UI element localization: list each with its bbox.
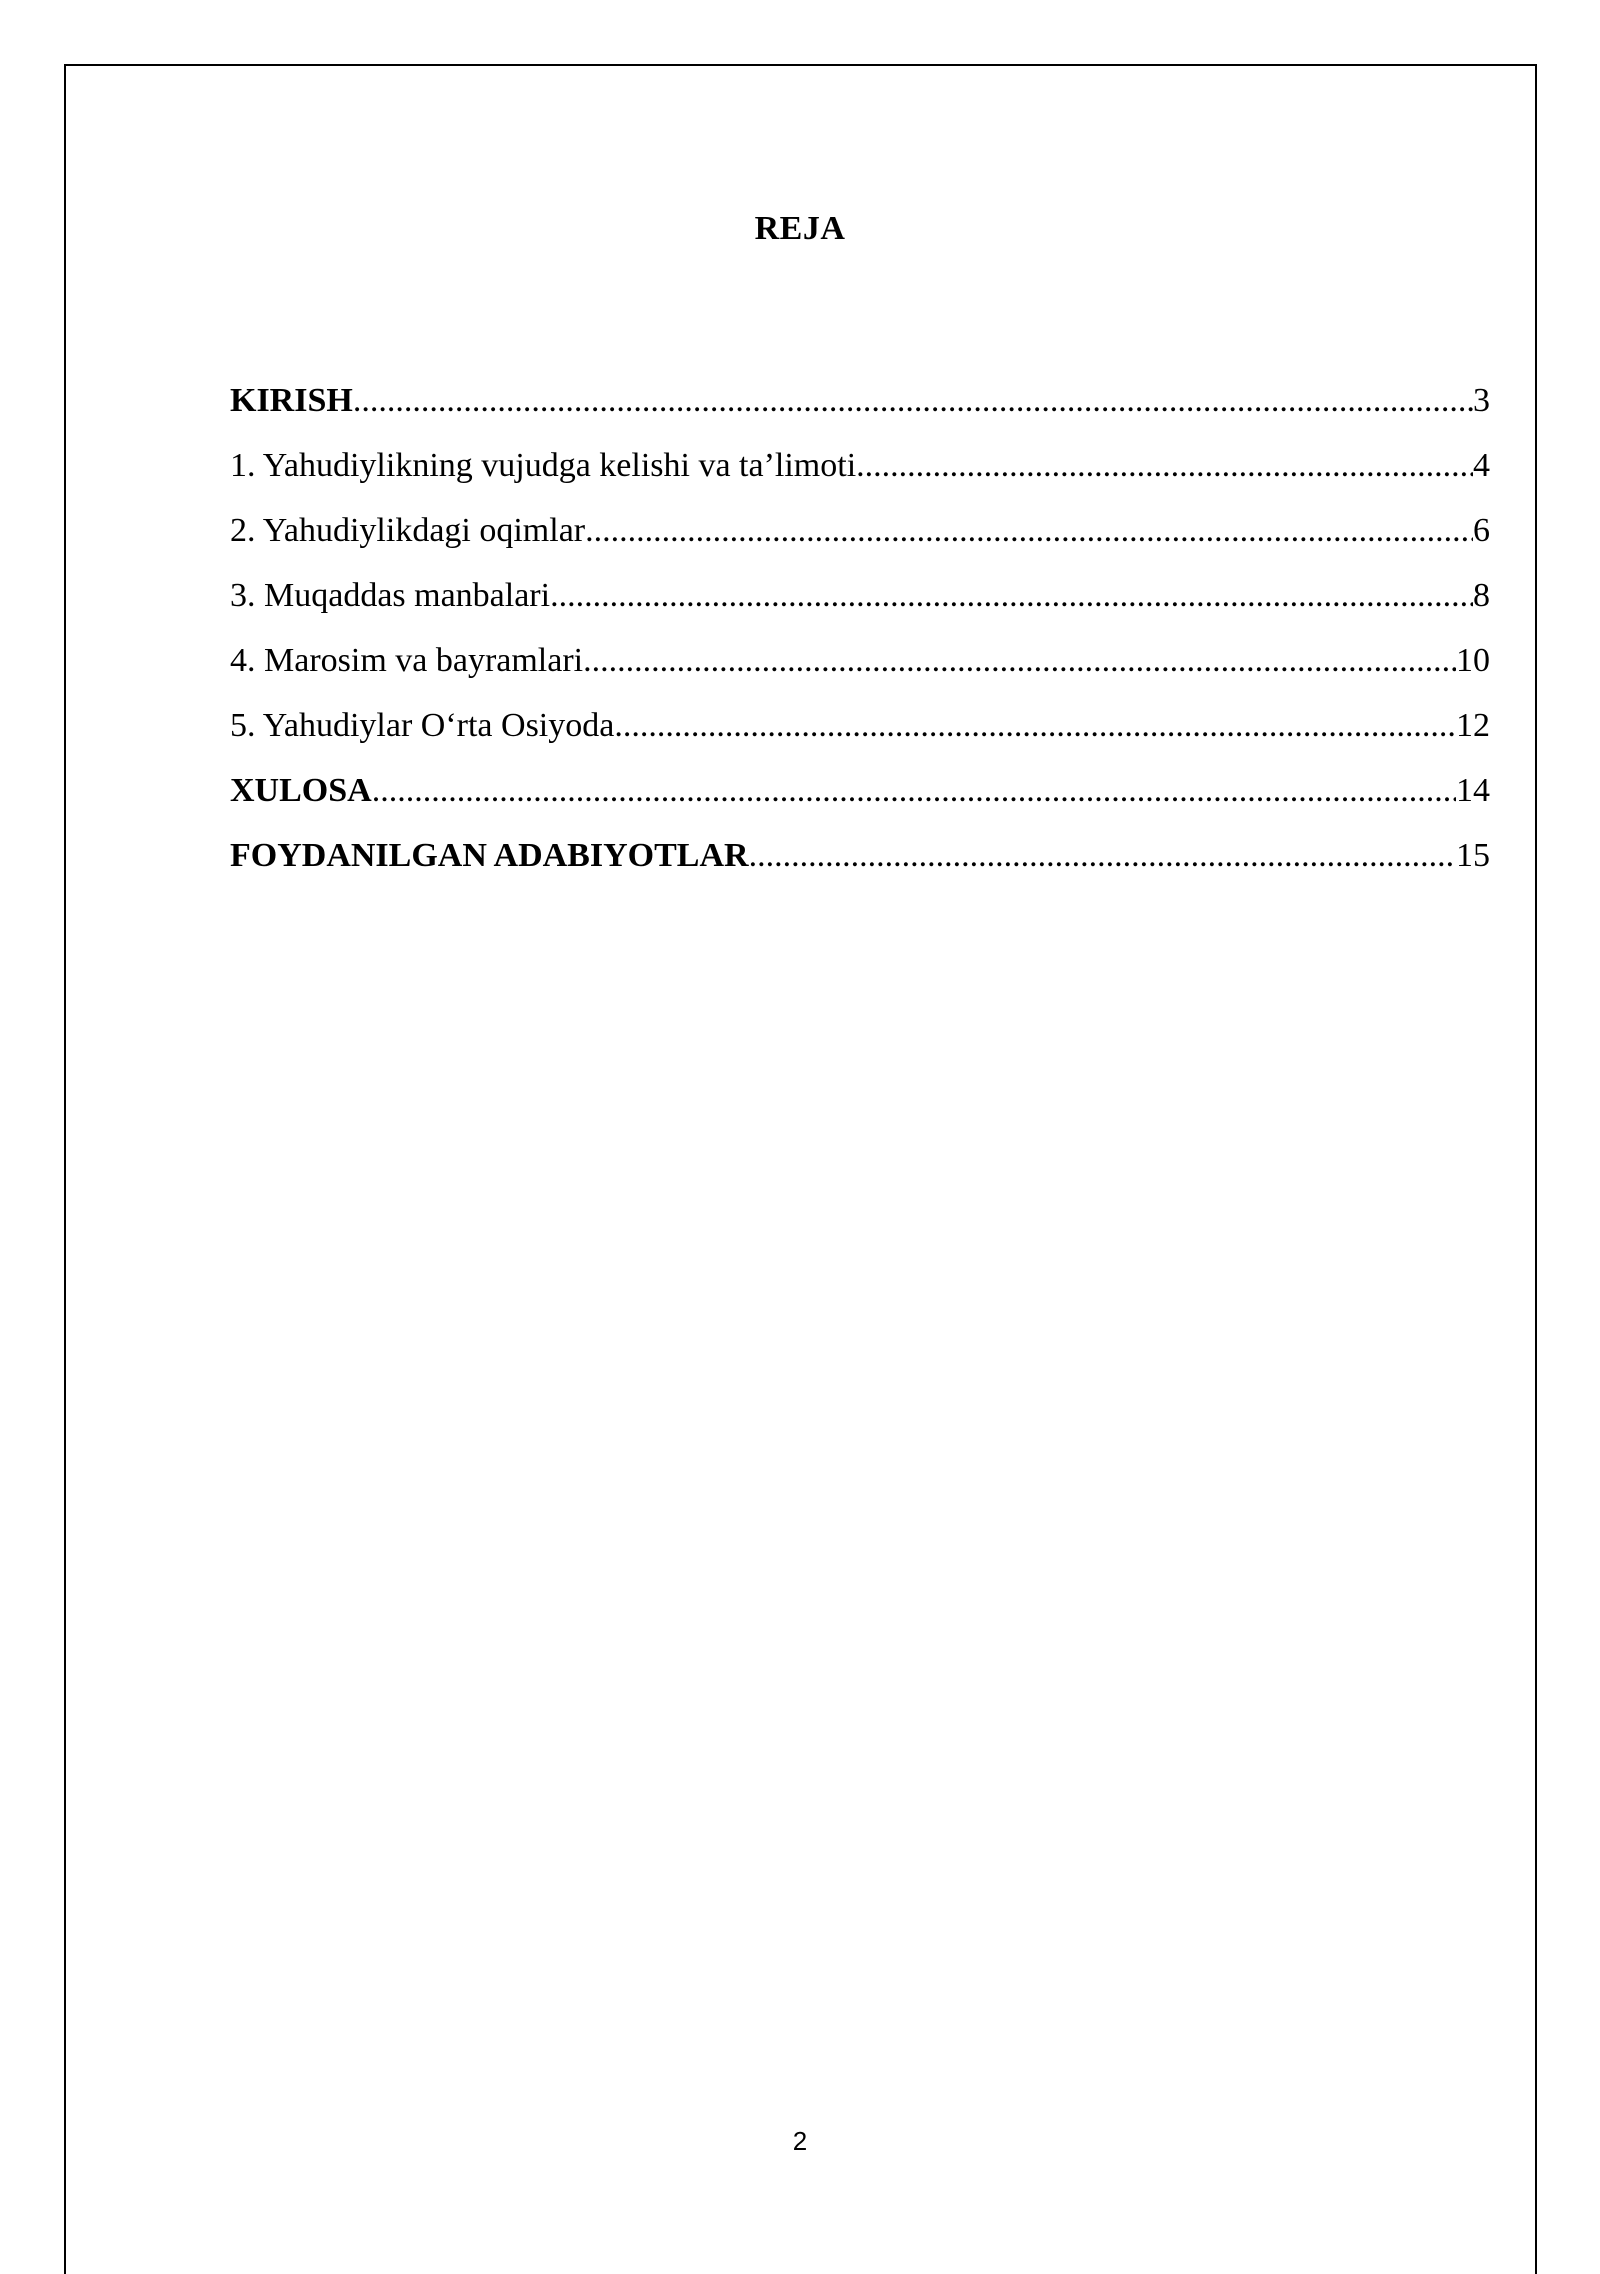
toc-entry-4 [230,628,1490,693]
toc-entry-label: 3. Muqaddas manbalari [230,577,551,614]
page-number: 2 [792,2126,808,2156]
toc-entry-label: FOYDANILGAN ADABIYOTLAR [230,837,749,874]
toc-entry-page: 8 [1473,577,1490,614]
toc-leader-dots [583,628,1456,693]
toc-entry-page: 12 [1456,707,1490,744]
toc-entry-adabiyotlar [230,823,1490,888]
toc-entry-3 [230,563,1490,628]
toc-leader-dots [749,823,1456,888]
toc-entry-page: 6 [1473,512,1490,549]
toc-entry-1 [230,433,1490,498]
toc-entry-page: 4 [1473,447,1490,484]
toc-entry-label: KIRISH [230,382,353,419]
toc-leader-dots [614,693,1456,758]
toc-leader-dots [856,433,1473,498]
toc-leader-dots [585,498,1473,563]
toc-entry-label: 1. Yahudiylikning vujudga kelishi va ta’limoti [230,447,857,484]
toc-entry-label: 4. Marosim va bayramlari [230,642,584,679]
toc-entry-2 [230,498,1490,563]
toc-entry-page: 15 [1456,837,1490,874]
toc-leader-dots [372,758,1456,823]
toc-entry-page: 10 [1456,642,1490,679]
toc-leader-dots [550,563,1473,628]
toc-entry-label: 5. Yahudiylar O‘rta Osiyoda [230,707,615,744]
table-of-contents [230,368,1490,888]
toc-entry-5 [230,693,1490,758]
toc-entry-label: XULOSA [230,772,372,809]
toc-entry-kirish [230,368,1490,433]
toc-entry-label: 2. Yahudiylikdagi oqimlar [230,512,586,549]
toc-leader-dots [353,368,1473,433]
document-title: REJA [754,210,846,247]
toc-entry-page: 14 [1456,772,1490,809]
toc-entry-xulosa [230,758,1490,823]
toc-entry-page: 3 [1473,382,1490,419]
